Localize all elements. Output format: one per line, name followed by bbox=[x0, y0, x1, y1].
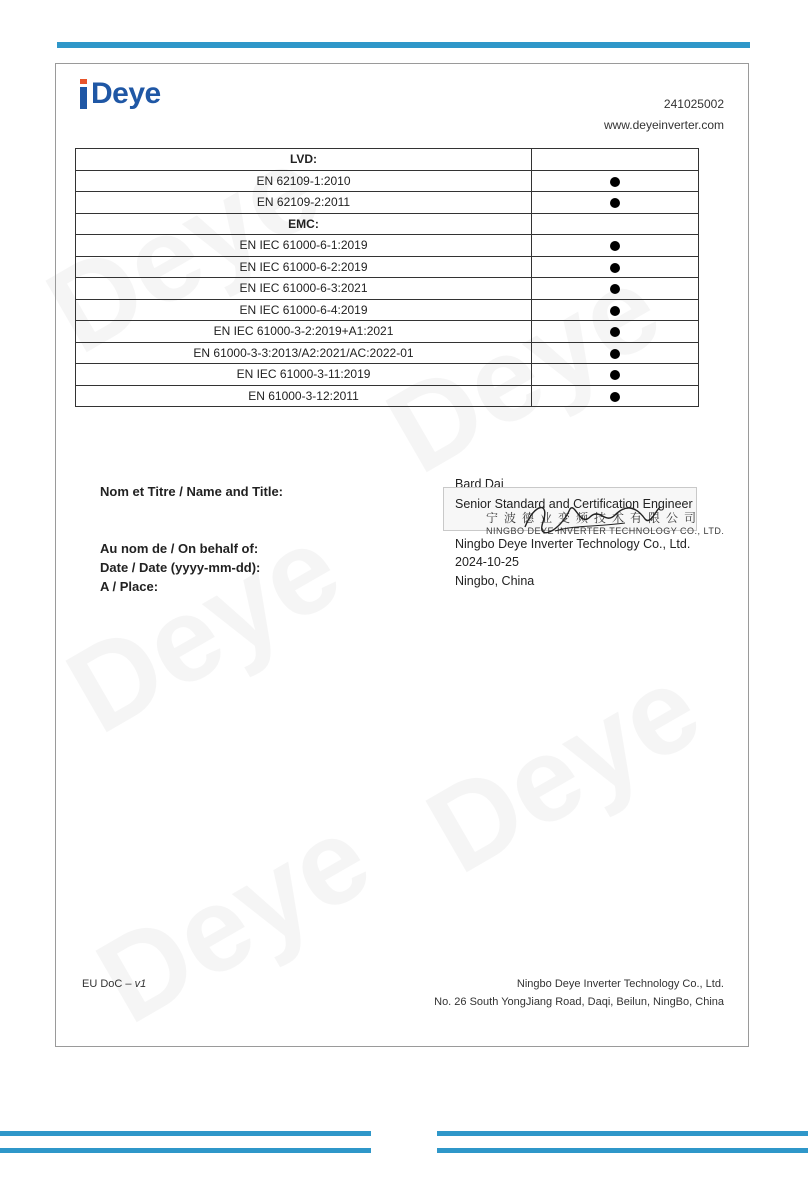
document-number: 241025002 bbox=[663, 97, 724, 111]
table-row bbox=[76, 278, 699, 300]
compliance-cell bbox=[532, 170, 699, 192]
compliance-dot-icon bbox=[610, 370, 620, 380]
standard-cell: EN IEC 61000-6-2:2019 bbox=[76, 256, 532, 278]
table-row bbox=[76, 235, 699, 257]
standard-cell: EN IEC 61000-6-1:2019 bbox=[76, 235, 532, 257]
signature-image bbox=[515, 497, 665, 537]
signatory-title: Senior Standard and Certification Engineer bbox=[455, 497, 693, 511]
standard-cell: EN 62109-1:2010 bbox=[76, 170, 532, 192]
logo-mark-icon bbox=[80, 79, 100, 109]
deye-logo bbox=[80, 76, 161, 112]
table-row bbox=[76, 192, 699, 214]
footer-company: Ningbo Deye Inverter Technology Co., Ltd. bbox=[516, 978, 724, 990]
compliance-cell bbox=[532, 299, 699, 321]
date-label: Date / Date (yyyy-mm-dd): bbox=[100, 560, 261, 575]
table-row bbox=[76, 256, 699, 278]
compliance-cell bbox=[532, 192, 699, 214]
standard-cell: EN 62109-2:2011 bbox=[76, 192, 532, 214]
compliance-cell bbox=[532, 364, 699, 386]
compliance-cell bbox=[532, 342, 699, 364]
standard-cell: EN 61000-3-3:2013/A2:2021/AC:2022-01 bbox=[76, 342, 532, 364]
compliance-cell bbox=[532, 213, 699, 235]
stamp-english-text: NINGBO DEYE INVERTER TECHNOLOGY CO., LTD. bbox=[486, 526, 725, 536]
footer-address: No. 26 South YongJiang Road, Daqi, Beilun, NingBo, China bbox=[434, 996, 724, 1008]
top-accent-bar bbox=[57, 42, 750, 48]
table-row bbox=[76, 342, 699, 364]
compliance-cell bbox=[532, 278, 699, 300]
behalf-label: Au nom de / On behalf of: bbox=[100, 541, 259, 556]
logo-text: Deye bbox=[91, 77, 161, 110]
standard-cell: EN IEC 61000-3-11:2019 bbox=[76, 364, 532, 386]
bottom-bar-left-lower bbox=[0, 1148, 371, 1153]
standards-table bbox=[75, 148, 699, 407]
compliance-dot-icon bbox=[610, 198, 620, 208]
compliance-dot-icon bbox=[610, 306, 620, 316]
website-link[interactable]: www.deyeinverter.com bbox=[603, 118, 724, 132]
compliance-cell bbox=[532, 235, 699, 257]
footer-version: v1 bbox=[134, 978, 147, 990]
compliance-dot-icon bbox=[610, 327, 620, 337]
table-row bbox=[76, 213, 699, 235]
bottom-bar-right-upper bbox=[437, 1131, 808, 1136]
table-row bbox=[76, 149, 699, 171]
compliance-cell bbox=[532, 321, 699, 343]
place-value: Ningbo, China bbox=[455, 574, 535, 588]
standard-cell: LVD: bbox=[76, 149, 532, 171]
compliance-dot-icon bbox=[610, 392, 620, 402]
footer-doc-version bbox=[82, 978, 146, 990]
bottom-bar-left-upper bbox=[0, 1131, 371, 1136]
compliance-dot-icon bbox=[610, 241, 620, 251]
compliance-cell bbox=[532, 385, 699, 407]
compliance-dot-icon bbox=[610, 349, 620, 359]
behalf-value: Ningbo Deye Inverter Technology Co., Ltd. bbox=[455, 537, 691, 551]
table-row bbox=[76, 299, 699, 321]
table-row bbox=[76, 321, 699, 343]
standard-cell: EMC: bbox=[76, 213, 532, 235]
compliance-cell bbox=[532, 256, 699, 278]
standard-cell: EN IEC 61000-6-4:2019 bbox=[76, 299, 532, 321]
table-row bbox=[76, 385, 699, 407]
place-label: A / Place: bbox=[100, 579, 159, 594]
standard-cell: EN 61000-3-12:2011 bbox=[76, 385, 532, 407]
table-row bbox=[76, 364, 699, 386]
date-value: 2024-10-25 bbox=[455, 555, 519, 569]
compliance-dot-icon bbox=[610, 177, 620, 187]
table-row bbox=[76, 170, 699, 192]
standard-cell: EN IEC 61000-6-3:2021 bbox=[76, 278, 532, 300]
name-title-label: Nom et Titre / Name and Title: bbox=[100, 484, 284, 499]
footer-doc-label: EU DoC – bbox=[82, 978, 135, 990]
compliance-dot-icon bbox=[610, 284, 620, 294]
compliance-cell bbox=[532, 149, 699, 171]
compliance-dot-icon bbox=[610, 263, 620, 273]
bottom-bar-right-lower bbox=[437, 1148, 808, 1153]
stamp-chinese-text: 宁波德业变频技术有限公司 bbox=[486, 511, 703, 525]
signatory-name: Bard Dai bbox=[455, 477, 504, 491]
standard-cell: EN IEC 61000-3-2:2019+A1:2021 bbox=[76, 321, 532, 343]
